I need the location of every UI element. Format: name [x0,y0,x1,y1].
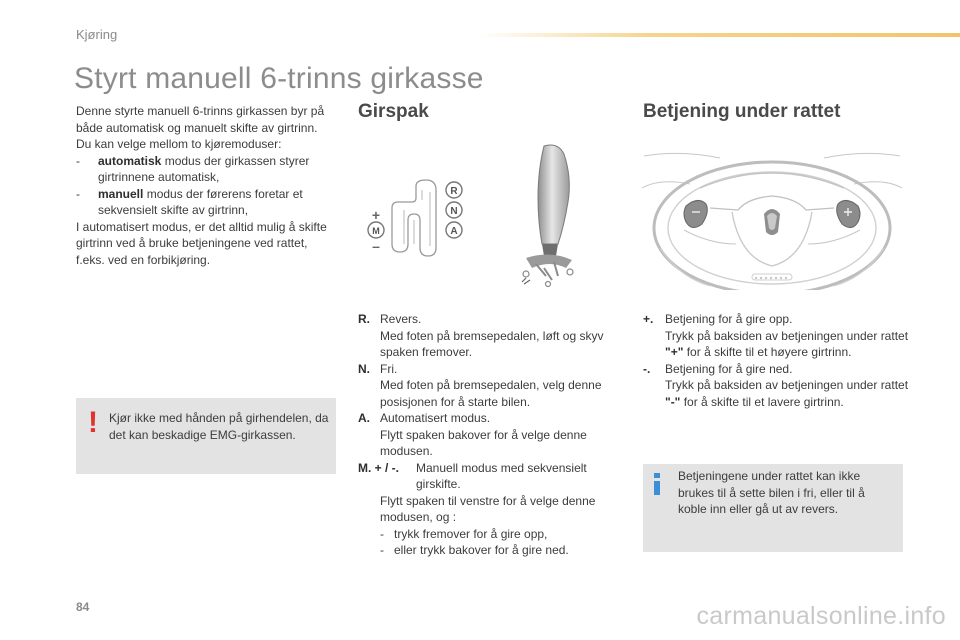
info-box [643,464,903,552]
mode-manual-label: manuell [98,186,144,201]
list-dash: - [380,543,384,557]
wheel-button-dots-icon [755,277,787,279]
girspak-list [358,311,626,559]
list-item [643,311,911,328]
gear-a-key: A. [358,411,370,425]
gear-r-key: R. [358,312,370,326]
gate-minus: – [372,238,380,254]
intro-paragraph-3: I automatisert modus, er det alltid mulig å skifte girtrinn ved å bruke betjeningene ved rattet, f.eks. ved en forbikjøring. [76,219,327,267]
paddle-plus-key: +. [643,312,654,326]
gate-letter-r: R [450,186,458,197]
list-item [358,377,626,410]
gear-r-instruction: Med foten på bremsepedalen, løft og skyv spaken fremover. [380,328,604,359]
gear-n-instruction: Med foten på bremsepedalen, velg denne posisjonen for å starte bilen. [380,378,602,409]
paddle-plus-symbol: "+" [665,345,684,359]
gate-plus: + [371,207,381,223]
lion-emblem-icon [764,209,780,235]
gear-gate-icon [392,180,436,256]
header-accent-bar [480,33,960,37]
warning-text: Kjør ikke med hånden på girhendelen, da det kan beskadige EMG-girkassen. [109,411,329,442]
list-item [358,328,626,361]
paddle-plus-label: Betjening for å gire opp. [665,312,793,326]
paddle-minus-instruction-c: for å skifte til et lavere girtrinn. [680,394,844,409]
list-dash: - [76,153,80,168]
list-item [358,410,626,427]
intro-paragraph-2: Du kan velge mellom to kjøremoduser: [76,137,282,151]
list-item [358,542,626,559]
list-item [358,427,626,460]
paddle-minus-symbol: "-" [665,394,681,409]
list-item [358,361,626,378]
info-icon [651,472,663,496]
gear-m-key: M. + / -. [358,460,400,475]
mode-item-manual [76,186,338,219]
section-title: Kjøring [76,27,118,42]
paddle-minus-key: -. [643,361,651,376]
list-item [358,493,626,526]
list-item [643,328,911,361]
gear-m-instruction: Flytt spaken til venstre for å velge denne modusen, og : [380,493,596,524]
list-item [358,526,626,543]
mode-automatic-label: automatisk [98,153,162,168]
paddle-minus-instruction-a: Trykk på baksiden av betjeningen under rattet [665,378,909,392]
gear-a-label: Automatisert modus. [380,411,491,425]
gear-lever-illustration [358,140,610,290]
ratt-heading: Betjening under rattet [643,101,841,122]
paddle-right-icon [837,200,860,227]
list-item [358,311,626,328]
girspak-heading: Girspak [358,101,429,122]
gate-letter-n: N [450,206,458,217]
list-dash: - [76,186,80,201]
list-item [643,377,911,410]
gate-letter-a: A [450,226,458,237]
intro-text [76,103,338,268]
intro-paragraph-1: Denne styrte manuell 6-trinns girkassen byr på både automatisk og manuelt skifte av girtrinn. [76,104,325,135]
watermark: carmanualsonline.info [696,602,946,630]
gear-n-label: Fri. [380,361,398,376]
mode-item-automatic [76,153,338,186]
gear-m-label: Manuell modus med sekvensielt girskifte. [416,460,587,491]
gear-n-key: N. [358,361,370,376]
gear-a-instruction: Flytt spaken bakover for å velge denne modusen. [380,427,587,458]
gear-lever-icon [522,145,573,287]
mode-manual-text: modus der førerens foretar et sekvensielt skifte av girtrinn, [98,186,303,217]
paddle-plus-instruction-a: Trykk på baksiden av betjeningen under rattet [665,328,909,343]
page-number: 84 [76,600,90,614]
gate-letter-m: M [372,226,380,236]
ratt-list [643,311,911,410]
warning-icon: ! [88,406,98,439]
list-item [358,460,626,493]
steering-wheel-illustration [640,148,904,290]
gear-m-sub-2: eller trykk bakover for å gire ned. [394,543,569,557]
mode-automatic-text: modus der girkassen styrer girtrinnene automatisk, [98,153,310,184]
page-title: Styrt manuell 6-trinns girkasse [74,62,484,95]
list-dash: - [380,526,384,541]
gear-r-label: Revers. [380,312,422,326]
paddle-left-icon [684,200,707,227]
gear-gate-letters [368,182,462,254]
list-item [643,361,911,378]
warning-box [76,398,336,474]
info-text: Betjeningene under rattet kan ikke brukes til å sette bilen i fri, eller til å koble inn eller gå ut av revers. [678,469,865,516]
paddle-plus-instruction-c: for å skifte til et høyere girtrinn. [683,345,852,359]
gear-m-sub-1: trykk fremover for å gire opp, [394,526,548,541]
paddle-minus-label: Betjening for å gire ned. [665,361,793,376]
